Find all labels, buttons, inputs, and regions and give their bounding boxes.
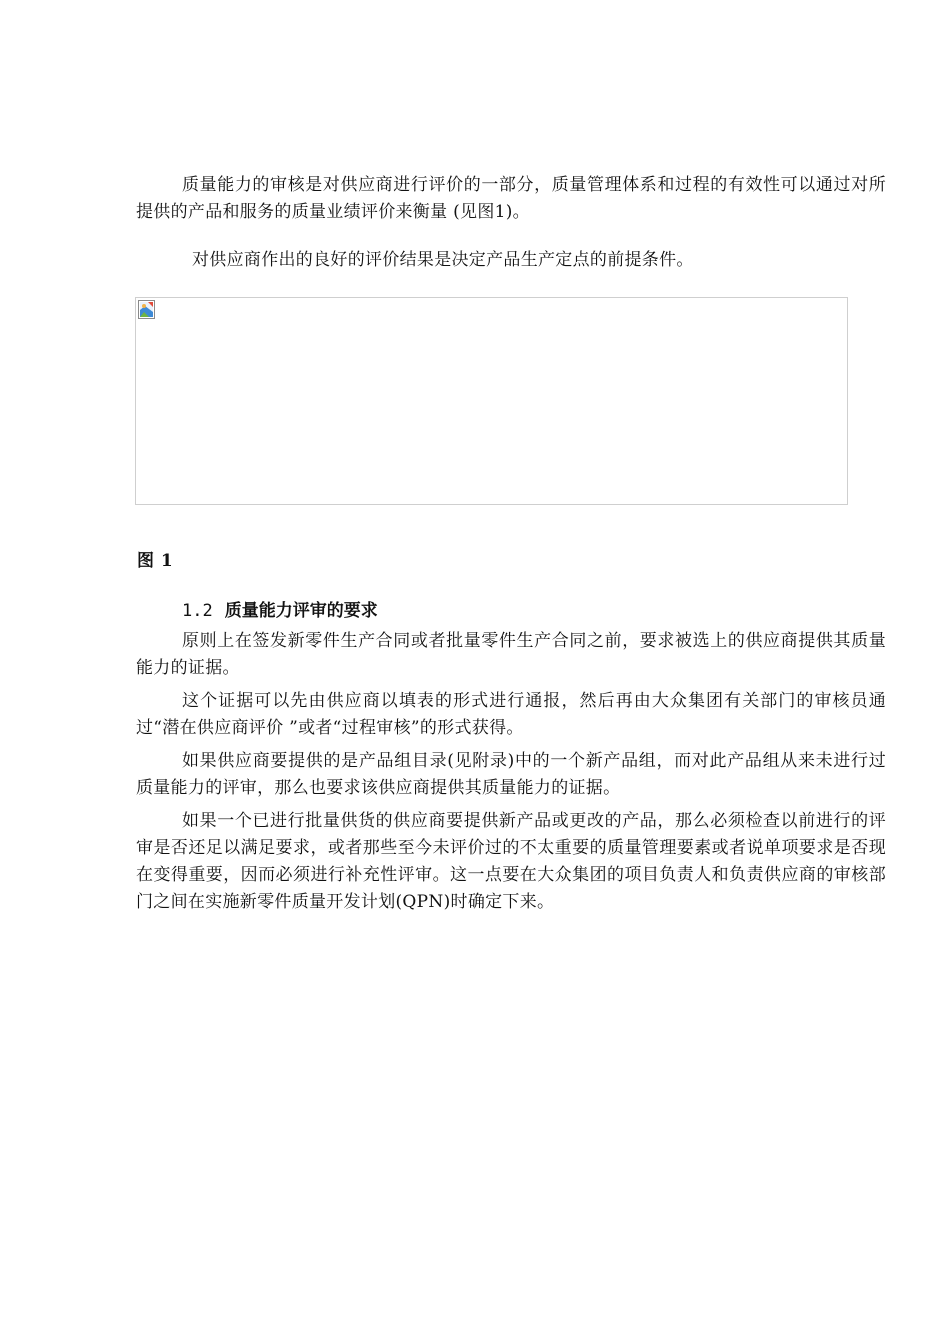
broken-image-icon bbox=[138, 300, 155, 319]
figure-image-placeholder bbox=[135, 297, 848, 505]
section-number: 1.2 bbox=[182, 601, 213, 621]
section-title: 质量能力评审的要求 bbox=[224, 601, 378, 621]
section-heading bbox=[182, 596, 378, 621]
section-paragraph-2: 这个证据可以先由供应商以填表的形式进行通报，然后再由大众集团有关部门的审核员通过“潜在供应商评价 ”或者“过程审核”的形式获得。 bbox=[136, 691, 886, 738]
section-paragraph-4: 如果一个已进行批量供货的供应商要提供新产品或更改的产品，那么必须检查以前进行的评审是否还足以满足要求，或者那些至今未评价过的不太重要的质量管理要素或者说单项要求是否现在变得重要，因而必须进行补充性评审。这一点要在大众集团的项目负责人和负责供应商的审核部门之间在实施新零件质量开发计划(QPN)时确定下来。 bbox=[136, 811, 886, 912]
intro-paragraph-2: 对供应商作出的良好的评价结果是决定产品生产定点的前提条件。 bbox=[192, 250, 694, 270]
figure-caption: 图 1 bbox=[137, 551, 174, 571]
section-paragraph-3: 如果供应商要提供的是产品组目录(见附录)中的一个新产品组，而对此产品组从来未进行过质量能力的评审，那么也要求该供应商提供其质量能力的证据。 bbox=[136, 751, 886, 798]
intro-paragraph-1: 质量能力的审核是对供应商进行评价的一部分，质量管理体系和过程的有效性可以通过对所提供的产品和服务的质量业绩评价来衡量 (见图1)。 bbox=[136, 175, 886, 222]
section-paragraph-1: 原则上在签发新零件生产合同或者批量零件生产合同之前，要求被选上的供应商提供其质量能力的证据。 bbox=[136, 631, 886, 678]
